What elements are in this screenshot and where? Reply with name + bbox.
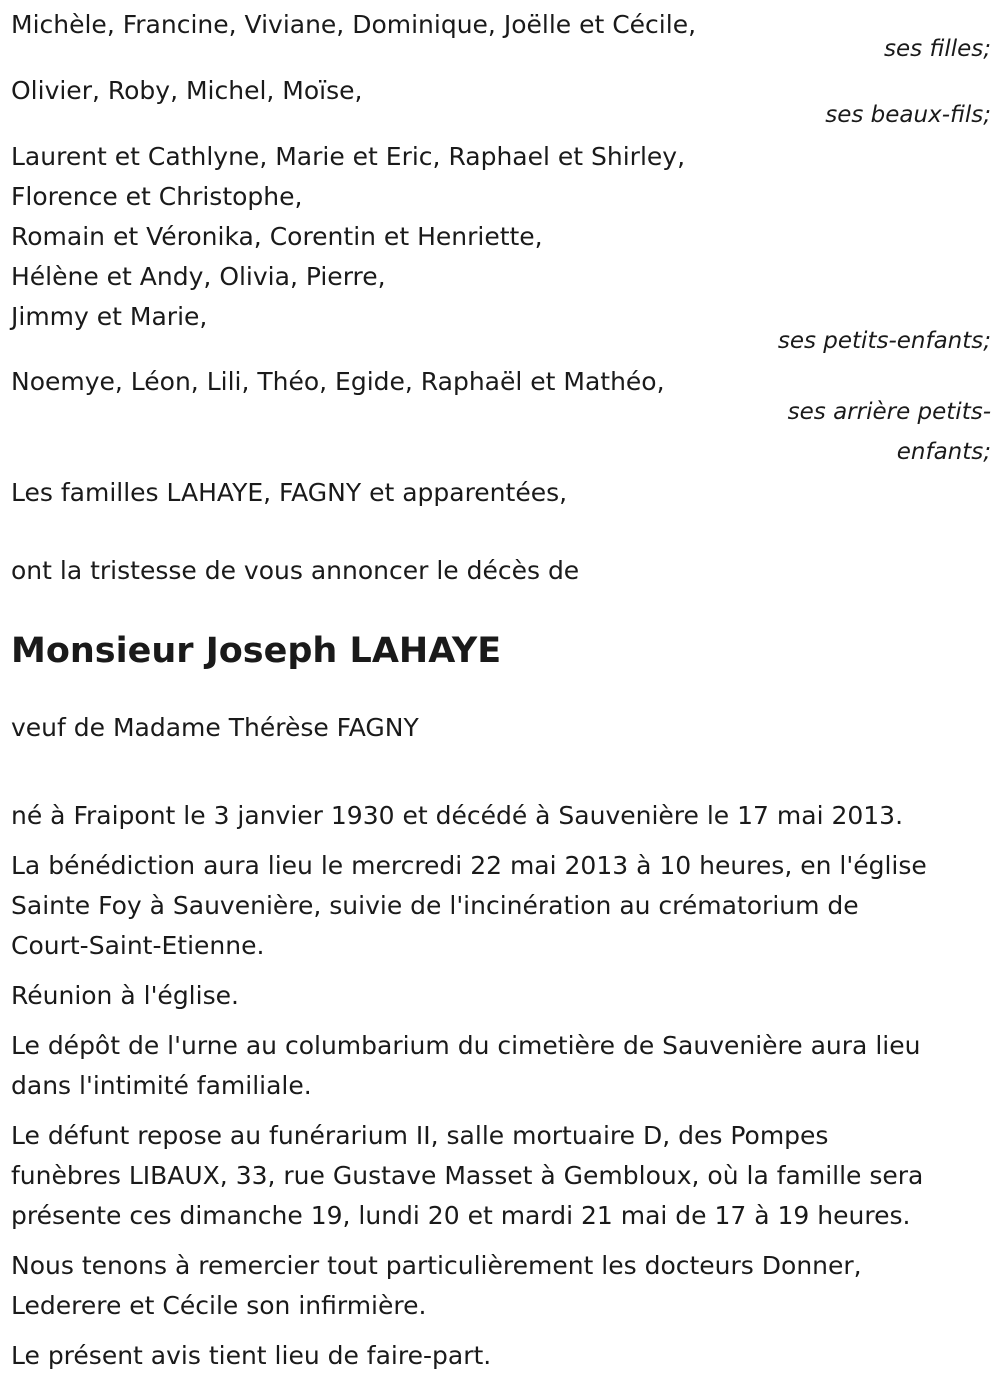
family-names-line: Jimmy et Marie, — [11, 302, 208, 331]
paragraph-line: Le défunt repose au funérarium II, salle mortuaire D, des Pompes — [11, 1121, 829, 1150]
family-role-line: enfants; — [896, 439, 991, 465]
widow-line: veuf de Madame Thérèse FAGNY — [11, 713, 419, 742]
paragraph-line: Sainte Foy à Sauvenière, suivie de l'incinération au crématorium de — [11, 891, 859, 920]
family-role-label — [11, 392, 991, 472]
family-names-line: Florence et Christophe, — [11, 182, 303, 211]
family-role-line: ses arrière petits- — [787, 399, 991, 425]
family-names-line: Hélène et Andy, Olivia, Pierre, — [11, 262, 386, 291]
family-names-line: Noemye, Léon, Lili, Théo, Egide, Raphaël et Mathéo, — [11, 367, 665, 396]
birth-death-paragraph: né à Fraipont le 3 janvier 1930 et décédé à Sauvenière le 17 mai 2013. — [11, 801, 904, 830]
family-group-great-grandchildren — [11, 362, 991, 472]
paragraph-line: La bénédiction aura lieu le mercredi 22 mai 2013 à 10 heures, en l'église — [11, 851, 927, 880]
family-group-grandchildren — [11, 137, 991, 361]
reunion-paragraph: Réunion à l'église. — [11, 981, 239, 1010]
urn-paragraph — [11, 1026, 991, 1106]
family-names-line: Michèle, Francine, Viviane, Dominique, Joëlle et Cécile, — [11, 10, 697, 39]
thanks-paragraph — [11, 1246, 991, 1326]
family-group-daughters — [11, 0, 991, 69]
paragraph-line: Court-Saint-Etienne. — [11, 931, 265, 960]
paragraph-line: funèbres LIBAUX, 33, rue Gustave Masset à Gembloux, où la famille sera — [11, 1161, 924, 1190]
extended-families-line: Les familles LAHAYE, FAGNY et apparentées, — [11, 478, 568, 507]
family-role-label: ses filles; — [884, 36, 991, 62]
closing-paragraph: Le présent avis tient lieu de faire-part. — [11, 1341, 492, 1370]
paragraph-line: Lederere et Cécile son infirmière. — [11, 1291, 427, 1320]
paragraph-line: Nous tenons à remercier tout particulièrement les docteurs Donner, — [11, 1251, 862, 1280]
paragraph-line: présente ces dimanche 19, lundi 20 et mardi 21 mai de 17 à 19 heures. — [11, 1201, 911, 1230]
announcement-text: ont la tristesse de vous annoncer le décès de — [11, 556, 580, 585]
paragraph-line: Le dépôt de l'urne au columbarium du cimetière de Sauvenière aura lieu — [11, 1031, 921, 1060]
family-role-label: ses beaux-fils; — [825, 102, 991, 128]
deceased-name: Monsieur Joseph LAHAYE — [11, 631, 502, 671]
repose-paragraph — [11, 1116, 991, 1236]
family-names-line: Laurent et Cathlyne, Marie et Eric, Raphael et Shirley, — [11, 142, 686, 171]
family-names-line: Romain et Véronika, Corentin et Henriette, — [11, 222, 543, 251]
family-names-line: Olivier, Roby, Michel, Moïse, — [11, 76, 363, 105]
paragraph-line: dans l'intimité familiale. — [11, 1071, 312, 1100]
blessing-paragraph — [11, 846, 991, 966]
family-role-label: ses petits-enfants; — [777, 328, 991, 354]
family-group-sons-in-law — [11, 71, 991, 135]
